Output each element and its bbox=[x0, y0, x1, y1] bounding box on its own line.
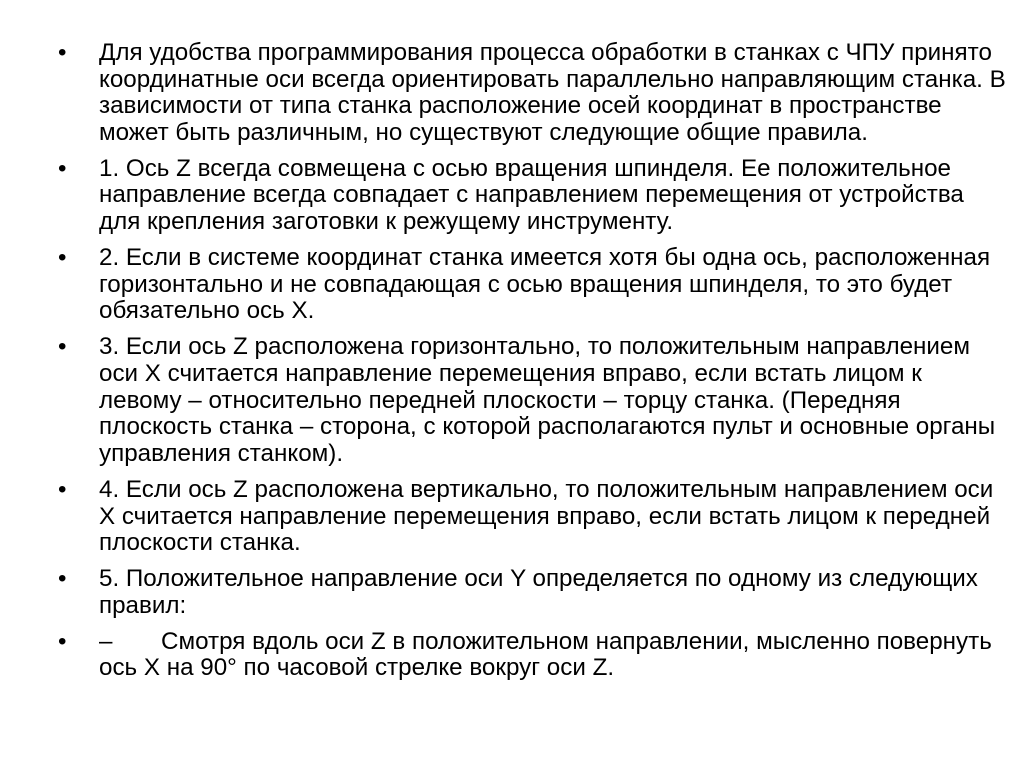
bullet-text-rule-4: 4. Если ось Z расположена вертикально, то положительным направлением оси Х считается направление перемещения вправо, если встать лицом к передней плоскости станка. bbox=[99, 475, 994, 557]
list-item bbox=[58, 334, 1008, 467]
bullet-list bbox=[58, 40, 1008, 692]
dash-marker: – bbox=[99, 627, 113, 655]
list-item bbox=[58, 477, 1008, 557]
list-item bbox=[58, 245, 1008, 325]
bullet-marker: • bbox=[58, 627, 67, 655]
bullet-marker: • bbox=[58, 154, 67, 182]
bullet-marker: • bbox=[58, 244, 67, 272]
bullet-text-rule-1: 1. Ось Z всегда совмещена с осью вращения шпинделя. Ее положительное направление всегда совпадает с направлением перемещения от устройства для крепления заготовки к режущему инструменту. bbox=[99, 154, 964, 236]
list-item bbox=[58, 629, 1008, 682]
list-item bbox=[58, 40, 1008, 146]
list-item bbox=[58, 156, 1008, 236]
bullet-text-rule-2: 2. Если в системе координат станка имеется хотя бы одна ось, расположенная горизонтально и не совпадающая с осью вращения шпинделя, то это будет обязательно ось Х. bbox=[99, 244, 991, 325]
list-item bbox=[58, 566, 1008, 619]
bullet-text-rule-3: 3. Если ось Z расположена горизонтально, то положительным направлением оси Х считается направление перемещения вправо, если встать лицом к левому – относительно передней плоскости – торцу станка. (Передняя плоскость станка – сторона, с которой располагаются пульт и основные органы управления станком). bbox=[99, 333, 996, 467]
bullet-marker: • bbox=[58, 475, 67, 503]
bullet-text-intro: Для удобства программирования процесса обработки в станках с ЧПУ принято координатные оси всегда ориентировать параллельно направляющим станка. В зависимости от типа станка расположение осей координат в пространстве может быть различным, но существуют следующие общие правила. bbox=[99, 39, 1006, 146]
bullet-text-rule-5a bbox=[99, 629, 1008, 682]
bullet-text-rule-5: 5. Положительное направление оси Y определяется по одному из следующих правил: bbox=[99, 565, 978, 619]
bullet-text-rule-5a-body: Смотря вдоль оси Z в положительном направлении, мысленно повернуть ось Х на 90° по часовой стрелке вокруг оси Z. bbox=[99, 627, 992, 682]
bullet-marker: • bbox=[58, 333, 67, 361]
bullet-marker: • bbox=[58, 565, 67, 593]
bullet-marker: • bbox=[58, 39, 67, 66]
